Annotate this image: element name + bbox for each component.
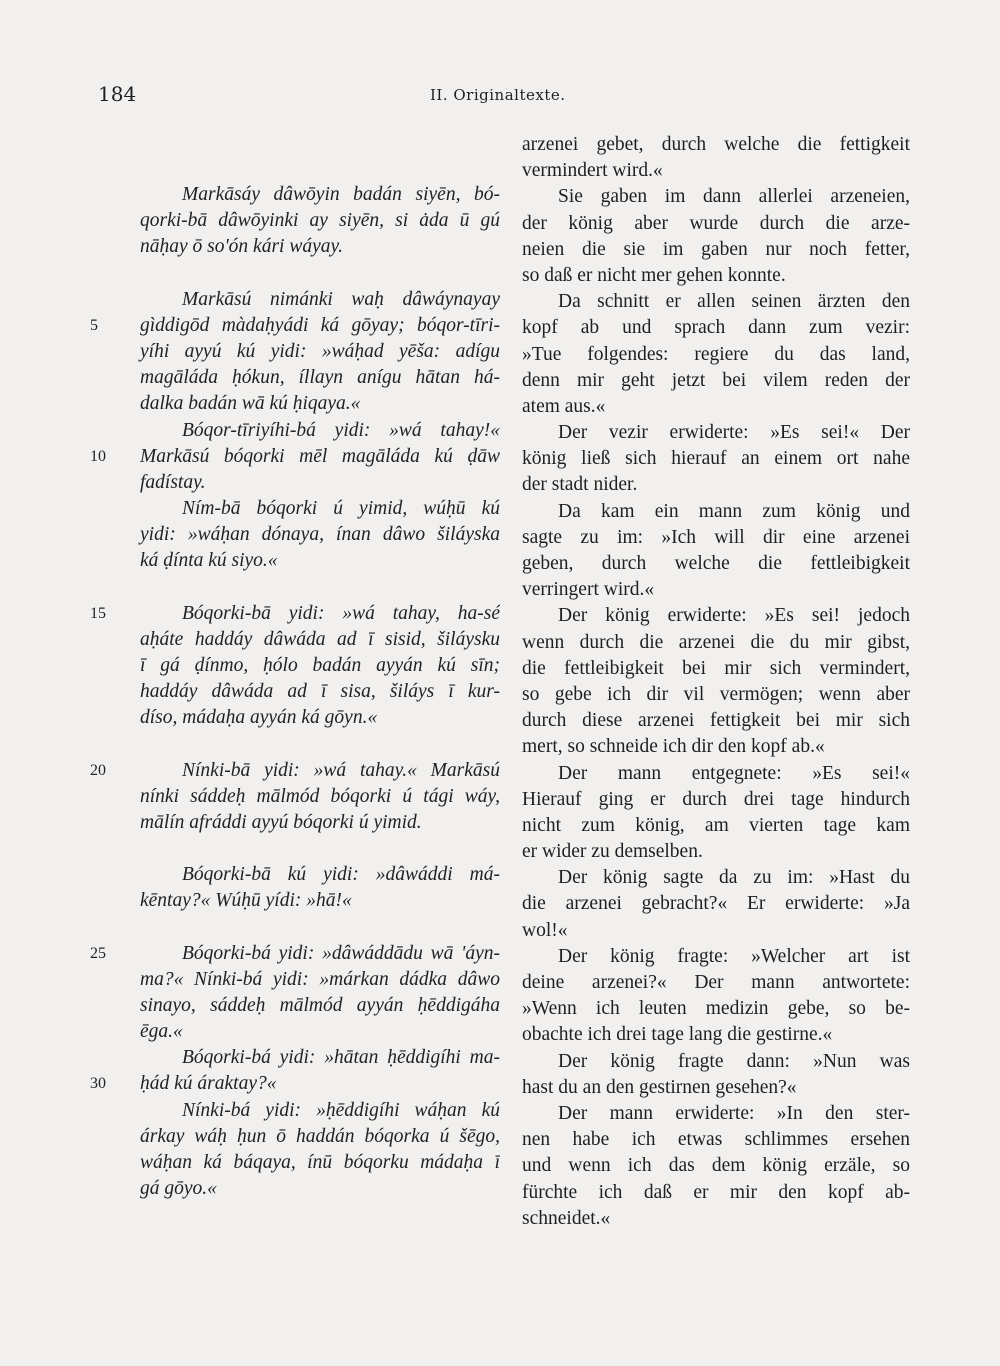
somali-line [90,444,500,470]
german-line: Der könig sagte da zu im: »Hast du [558,867,910,889]
german-line: nicht zum könig, am vierten tage kam [522,814,910,836]
german-line: Der könig fragte dann: »Nun was [558,1050,910,1072]
german-translation-column [522,132,910,1232]
somali-line [90,653,500,679]
german-line: wenn durch die arzenei die du mir gibst, [522,631,910,653]
german-line: Da kam ein mann zum könig und [558,500,910,522]
paragraph-gap [90,836,500,862]
somali-line-text: wáḥan ká báqaya, ínū bóqorku mádaḥa ī [140,1152,500,1173]
german-line: nen habe ich etwas schlimmes ersehen [522,1129,910,1151]
somali-text-column [90,182,500,1202]
somali-line [90,810,500,836]
somali-line [90,862,500,888]
german-line: durch diese arzenei fettigkeit bei mir sich [522,710,910,732]
german-line: der könig aber wurde durch die arze- [522,212,910,234]
somali-line [90,627,500,653]
somali-line [90,1176,500,1202]
german-line: »Tue folgendes: regiere du das land, [522,343,910,365]
german-line: so gebe ich dir vil vermögen; wenn aber [522,683,910,705]
somali-line-text: Nínki-bá yidi: »ḥēddigíhi wáḥan kú [182,1099,500,1121]
somali-line [90,313,500,339]
somali-line [90,941,500,967]
german-line: neien die sie im gaben nur noch fetter, [522,238,910,260]
german-line: er wider zu demselben. [522,841,703,863]
paragraph-gap [90,915,500,941]
german-line: Da schnitt er allen seinen ärzten den [558,291,910,313]
somali-line-text: Bóqorki-bá yidi: »dâwáddādu wā 'áyn- [182,942,500,964]
german-line: Der vezir erwiderte: »Es sei!« Der [558,422,910,444]
somali-line [90,470,500,496]
german-line: deine arzenei?« Der mann antwortete: [522,972,910,993]
somali-line [90,234,500,260]
somali-line [90,1098,500,1124]
somali-line-text: mālín afráddi ayyú bóqorki ú yimid. [140,811,422,833]
somali-line-text: ma?« Nínki-bá yidi: »márkan dádka dâwo [140,968,500,990]
somali-line-text: yidi: »wáḥan dónaya, ínan dâwo šiláyska [140,524,500,546]
somali-line-text: Bóqorki-bá yidi: »hātan ḥēddigíhi ma- [182,1047,500,1069]
line-number: 10 [90,447,106,465]
german-line: Der mann erwiderte: »In den ster- [558,1102,910,1124]
german-line: kopf ab und sprach dann zum vezir: [522,317,910,339]
german-line: Hierauf ging er durch drei tage hindurch [522,788,910,810]
somali-line [90,1071,500,1097]
somali-line [90,365,500,391]
somali-line [90,784,500,810]
somali-line-text: Bóqorki-bā kú yidi: »dâwáddi má- [182,864,500,886]
german-line: Der mann entgegnete: »Es sei!« [558,762,910,784]
somali-line-text: ī gá ḍínmo, ḥólo badán ayyán kú sīn; [140,655,500,676]
german-line: und wenn ich das dem könig erzäle, so [522,1155,910,1177]
somali-line [90,418,500,444]
somali-line-text: yíhi ayyú kú yidi: »wáḥad yēša: adígu [140,340,500,362]
somali-line-text: díso, mádaḥa ayyán ká gōyn.« [140,707,378,729]
somali-line [90,967,500,993]
german-line: »Wenn ich leuten medizin gebe, so be- [522,998,910,1020]
somali-line [90,208,500,234]
german-line: Der könig erwiderte: »Es sei! jedoch [558,605,910,627]
page-number: 184 [98,82,137,106]
german-line: hast du an den gestirnen gesehen?« [522,1076,797,1098]
somali-line-text: Markāsú bóqorki mēl magāláda kú ḍāw [140,445,500,467]
german-line: könig ließ sich hierauf an einem ort nahe [522,448,910,470]
somali-line-text: gìddigōd màdaḥyádi ká gōyay; bóqor-tīri- [140,314,500,336]
german-line: denn mir geht jetzt bei vilem reden der [522,369,910,391]
line-number: 25 [90,944,106,962]
somali-line [90,679,500,705]
german-line: so daß er nicht mer gehen konnte. [522,264,786,286]
german-line: schneidet.« [522,1207,611,1229]
somali-line-text: ká ḍínta kú siyo.« [140,550,278,572]
somali-line-text: nínki sáddeḥ mālmód bóqorki ú tági wáy, [140,785,500,807]
german-line: fürchte ich daß er mir den kopf ab- [522,1181,910,1203]
running-head: II. Originaltexte. [430,86,566,104]
somali-line [90,496,500,522]
somali-line [90,339,500,365]
german-line: der stadt nider. [522,474,638,496]
german-line: sagte zu im: »Ich will dir eine arzenei [522,526,910,548]
somali-line [90,758,500,784]
german-line: Sie gaben im dann allerlei arzeneien, [558,186,910,208]
paragraph-gap [90,575,500,601]
somali-line [90,522,500,548]
somali-line-text: magāláda ḥókun, íllayn anígu hātan há- [140,367,500,389]
somali-line-text: qorki-bā dâwōyinki ay siyēn, si ȧda ū gú [140,210,500,232]
somali-line [90,705,500,731]
somali-line-text: dalka badán wā kú ḥiqaya.« [140,393,361,415]
line-number: 30 [90,1075,106,1093]
somali-line [90,1150,500,1176]
somali-line [90,888,500,914]
german-line: obachte ich drei tage lang die gestirne.« [522,1024,833,1046]
somali-line [90,1019,500,1045]
german-line: die fettleibigkeit bei mir sich vermindert, [522,657,910,679]
german-line: arzenei gebet, durch welche die fettigkeit [522,134,910,155]
somali-line-text: haddáy dâwáda ad ī sisa, šiláys ī kur- [140,681,500,703]
somali-line-text: Nínki-bā yidi: »wá tahay.« Markāsú [182,759,500,781]
somali-line [90,993,500,1019]
somali-line [90,391,500,417]
german-line: die arzenei gebracht?« Er erwiderte: »Ja [522,893,910,915]
german-line: atem aus.« [522,395,606,417]
line-number: 5 [90,316,98,334]
german-line: geben, durch welche die fettleibigkeit [522,553,910,574]
paragraph-gap [90,732,500,758]
somali-line-text: Markāsáy dâwōyin badán siyēn, bó- [182,184,500,205]
somali-line-text: ēga.« [140,1021,183,1043]
german-line: vermindert wird.« [522,160,663,182]
somali-line-text: sinayo, sáddeḥ mālmód ayyán ḥēddigáha [140,994,500,1016]
somali-line-text: nāḥay ō so'ón kári wáyay. [140,236,343,258]
line-number: 20 [90,761,106,779]
somali-line-text: Ním-bā bóqorki ú yimid, wúḥū kú [182,498,500,520]
german-line: mert, so schneide ich dir den kopf ab.« [522,736,825,758]
somali-line [90,182,500,208]
somali-line [90,1124,500,1150]
german-line: Der könig fragte: »Welcher art ist [558,945,910,967]
somali-line [90,601,500,627]
somali-line-text: Markāsú nimánki waḥ dâwáynayay [182,288,500,310]
somali-line-text: ḥád kú áraktay?« [140,1073,277,1095]
somali-line-text: Bóqor-tīriyíhi-bá yidi: »wá tahay!« [182,419,500,441]
somali-line [90,287,500,313]
german-line: wol!« [522,919,568,941]
somali-line [90,1045,500,1071]
somali-line-text: gá gōyo.« [140,1178,217,1200]
paragraph-gap [90,261,500,287]
german-line: verringert wird.« [522,579,655,601]
line-number: 15 [90,604,106,622]
somali-line-text: aḥáte haddáy dâwáda ad ī sisid, šiláysku [140,628,500,650]
somali-line-text: Bóqorki-bā yidi: »wá tahay, ha-sé [182,602,500,624]
somali-line-text: kēntay?« Wúḥū yídi: »hā!« [140,890,352,912]
somali-line-text: fadístay. [140,471,206,493]
somali-line [90,548,500,574]
somali-line-text: árkay wáḥ ḥun ō haddán bóqorka ú šēgo, [140,1125,500,1147]
